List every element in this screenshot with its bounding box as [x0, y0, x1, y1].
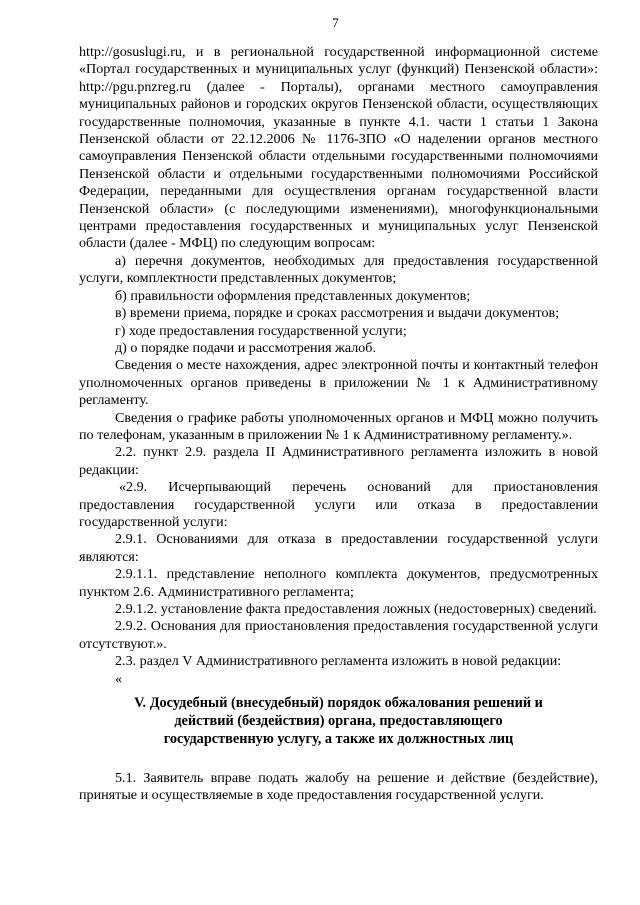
list-item-d: д) о порядке подачи и рассмотрения жалоб. — [115, 339, 376, 356]
paragraph-clause-2-9: «2.9. Исчерпывающий перечень оснований для приостановления предоставления государственной услуги или отказа в предоставлении государственной услуги: — [79, 479, 598, 530]
heading-line: V. Досудебный (внесудебный) порядок обжалования решений и — [134, 695, 543, 712]
paragraph-amendment-2-2: 2.2. пункт 2.9. раздела II Административного регламента изложить в новой редакции: — [79, 444, 598, 478]
opening-quote: « — [115, 670, 123, 687]
paragraph-location-info: Сведения о месте нахождения, адрес электронной почты и контактный телефон уполномоченных органов приведены в приложении № 1 к Административному регламенту. — [79, 357, 598, 409]
paragraph-portals: http://gosuslugi.ru, и в региональной государственной информационной системе «Портал государственных и муниципальных услуг (функций) Пензенской области»: http://pgu.pnzreg.ru (далее - Порталы), органами местного самоуправления муниципальных районов и городских округов Пензенской области, осуществляющих государственные полномочия, указанные в пункте 4.1. части 1 статьи 1 Закона Пензенской области от 22.12.2006 № 1176-ЗПО «О наделении органов местного самоуправления Пензенской области отдельными государственными полномочиями Пензенской области и отдельными государственными полномочиями Российской Федерации, переданными для осуществления органам государственной власти Пензенской области» (с последующими изменениями), многофункциональными центрами предоставления государственных и муниципальных услуг Пензенской области (далее - МФЦ) по следующим вопросам: — [79, 44, 598, 252]
paragraph-amendment-2-3: 2.3. раздел V Административного регламента изложить в новой редакции: — [115, 653, 562, 670]
paragraph-clause-2-9-1-2: 2.9.1.2. установление факта предоставления ложных (недостоверных) сведений. — [115, 601, 597, 617]
heading-line: действий (бездействия) органа, предоставляющего — [174, 713, 503, 730]
list-item-a: а) перечня документов, необходимых для предоставления государственной услуги, комплектности представленных документов; — [79, 252, 598, 287]
section-v-heading — [79, 694, 598, 748]
list-item-g: г) ходе предоставления государственной услуги; — [115, 322, 407, 339]
paragraph-clause-2-9-2: 2.9.2. Основания для приостановления предоставления государственной услуги отсутствуют.». — [79, 618, 598, 652]
page-number: 7 — [332, 15, 339, 30]
paragraph-schedule-info: Сведения о графике работы уполномоченных органов и МФЦ можно получить по телефонам, указанным в приложении № 1 к Административному регламенту.». — [79, 409, 598, 443]
heading-line: государственную услугу, а также их должностных лиц — [163, 731, 514, 748]
document-page — [79, 14, 598, 805]
list-item-v: в) времени приема, порядке и сроках рассмотрения и выдачи документов; — [115, 305, 560, 322]
list-item-b: б) правильности оформления представленных документов; — [115, 287, 471, 304]
paragraph-clause-2-9-1-1: 2.9.1.1. представление неполного комплекта документов, предусмотренных пунктом 2.6. Административного регламента; — [79, 566, 598, 600]
paragraph-clause-5-1: 5.1. Заявитель вправе подать жалобу на решение и действие (бездействие), принятые и осуществляемые в ходе предоставления государственной услуги. — [79, 770, 598, 804]
paragraph-clause-2-9-1: 2.9.1. Основаниями для отказа в предоставлении государственной услуги являются: — [79, 531, 598, 565]
